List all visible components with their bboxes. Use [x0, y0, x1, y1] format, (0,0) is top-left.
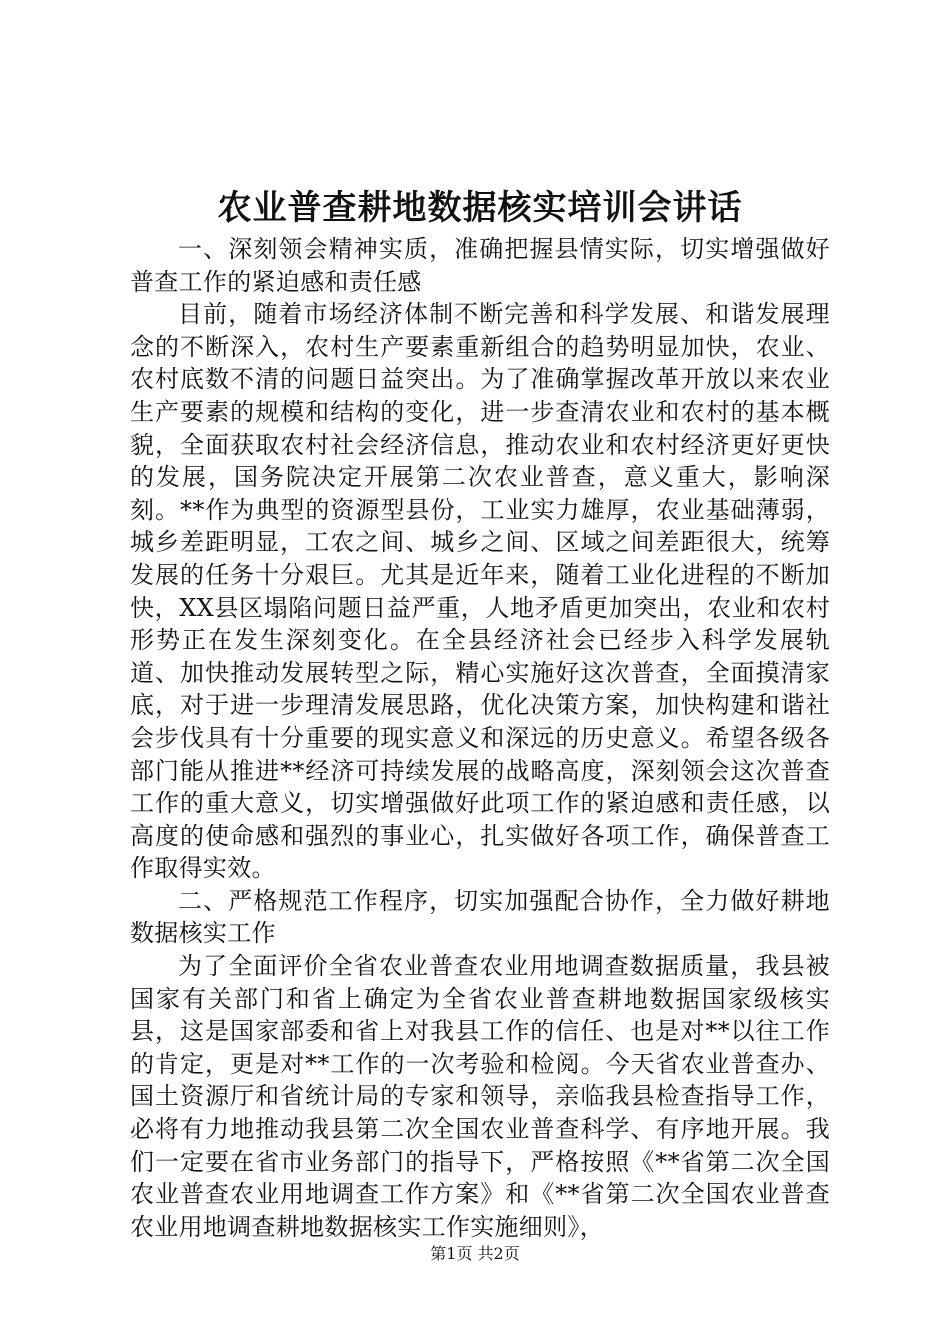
page-number-footer: 第1页 共2页 — [430, 1244, 520, 1263]
page-title: 农业普查耕地数据核实培训会讲话 — [217, 188, 743, 228]
body-paragraph-2: 为了全面评价全省农业普查农业用地调查数据质量，我县被国家有关部门和省上确定为全省农业普查耕地数据国家级核实县，这是国家部委和省上对我县工作的信任、也是对**以往工作的肯定，更是对**工作的一次考验和检阅。今天省农业普查办、国土资源厅和省统计局的专家和领导，亲临我县检查指导工作，必将有力地推动我县第二次全国农业普查科学、有序地开展。我们一定要在省市业务部门的指导下，严格按照《**省第二次全国农业普查农业用地调查工作方案》和《**省第二次全国农业普查农业用地调查耕地数据核实工作实施细则》， — [130, 952, 830, 1241]
section-heading-1: 一、深刻领会精神实质，准确把握县情实际，切实增强做好普查工作的紧迫感和责任感 — [130, 235, 830, 296]
body-paragraph-1: 目前，随着市场经济体制不断完善和科学发展、和谐发展理念的不断深入，农村生产要素重新组合的趋势明显加快，农业、农村底数不清的问题日益突出。为了准确掌握改革开放以来农业生产要素的规模和结构的变化，进一步查清农业和农村的基本概貌，全面获取农村社会经济信息，推动农业和农村经济更好更快的发展，国务院决定开展第二次农业普查，意义重大，影响深刻。**作为典型的资源型县份，工业实力雄厚，农业基础薄弱，城乡差距明显，工农之间、城乡之间、区域之间差距很大，统筹发展的任务十分艰巨。尤其是近年来，随着工业化进程的不断加快，XX县区塌陷问题日益严重，人地矛盾更加突出，农业和农村形势正在发生深刻变化。在全县经济社会已经步入科学发展轨道、加快推动发展转型之际，精心实施好这次普查，全面摸清家底，对于进一步理清发展思路，优化决策方案，加快构建和谐社会步伐具有十分重要的现实意义和深远的历史意义。希望各级各部门能从推进**经济可持续发展的战略高度，深刻领会这次普查工作的重大意义，切实增强做好此项工作的紧迫感和责任感，以高度的使命感和强烈的事业心，扎实做好各项工作，确保普查工作取得实效。 — [130, 300, 830, 883]
document-page — [130, 185, 830, 1243]
section-heading-2: 二、严格规范工作程序，切实加强配合协作，全力做好耕地数据核实工作 — [130, 886, 830, 948]
